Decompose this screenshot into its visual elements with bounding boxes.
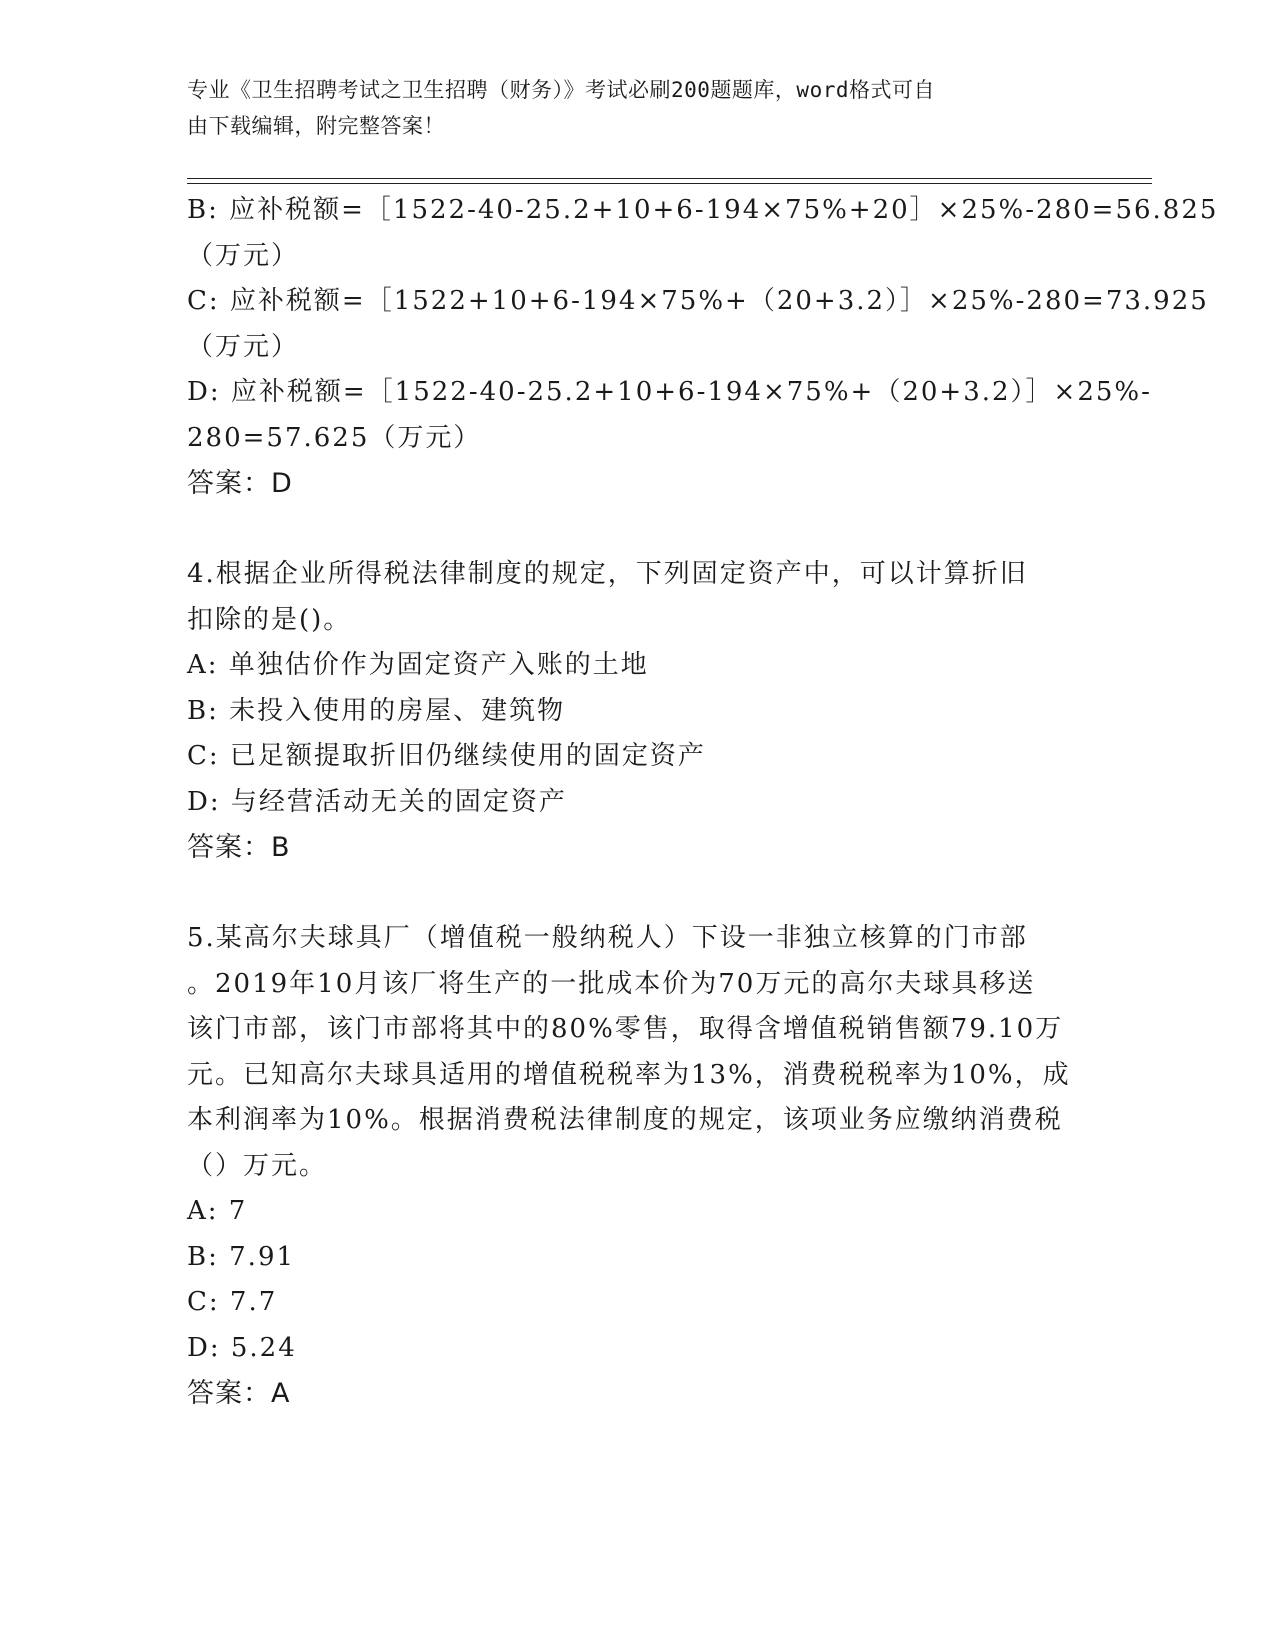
question-5-option-c: C: 7.7 [187,1287,278,1317]
question-5-stem-line-1: 5.某高尔夫球具厂（增值税一般纳税人）下设一非独立核算的门市部 [187,923,1028,953]
header-line-2: 由下载编辑，附完整答案！ [187,114,445,138]
option-d-line-1: D: 应补税额=［1522-40-25.2+10+6-194×75%+（20+3.2）］×25%- [187,377,1152,407]
document-body [187,188,1219,1417]
question-4 [187,552,1087,871]
question-5-stem-line-6: （）万元。 [187,1150,328,1181]
option-c-line-1: C: 应补税额=［1522+10+6-194×75%+（20+3.2）］×25%-280=73.925 [187,286,1209,316]
answer-5: 答案：A [187,1378,291,1409]
question-4-option-a: A: 单独估价作为固定资产入账的土地 [187,650,649,680]
question-5-stem-line-5: 本利润率为10%。根据消费税法律制度的规定，该项业务应缴纳消费税 [187,1105,1063,1135]
header-rule-bottom [187,183,1152,184]
question-4-option-d: D: 与经营活动无关的固定资产 [187,786,567,817]
question-5-stem-line-4: 元。已知高尔夫球具适用的增值税税率为13%，消费税税率为10%，成 [187,1059,1071,1090]
spacer [187,507,1087,553]
answer-4: 答案：B [187,832,291,863]
question-4-stem-line-2: 扣除的是()。 [187,604,352,635]
page-header [187,72,1067,144]
option-b-line-1: B: 应补税额=［1522-40-25.2+10+6-194×75%+20］×25%-280=56.825 [187,195,1219,225]
question-3-continued [187,188,1219,507]
question-5 [187,916,1087,1417]
question-5-stem-line-2: 。2019年10月该厂将生产的一批成本价为70万元的高尔夫球具移送 [187,968,1036,999]
spacer [187,871,1087,917]
answer-3: 答案：D [187,468,293,499]
question-5-stem-line-3: 该门市部，该门市部将其中的80%零售，取得含增值税销售额79.10万 [187,1014,1064,1044]
option-d-line-2: 280=57.625（万元） [187,422,482,453]
question-5-option-d: D: 5.24 [187,1332,297,1363]
question-4-option-c: C: 已足额提取折旧仍继续使用的固定资产 [187,741,706,771]
question-5-option-a: A: 7 [187,1196,248,1226]
header-rule-top [187,178,1152,179]
option-b-line-2: （万元） [187,240,300,271]
header-line-1: 专业《卫生招聘考试之卫生招聘（财务）》考试必刷200题题库，word格式可自 [187,78,935,102]
question-4-option-b: B: 未投入使用的房屋、建筑物 [187,695,566,726]
question-5-option-b: B: 7.91 [187,1241,296,1272]
option-c-line-2: （万元） [187,331,300,362]
question-4-stem-line-1: 4.根据企业所得税法律制度的规定，下列固定资产中，可以计算折旧 [187,559,1028,589]
